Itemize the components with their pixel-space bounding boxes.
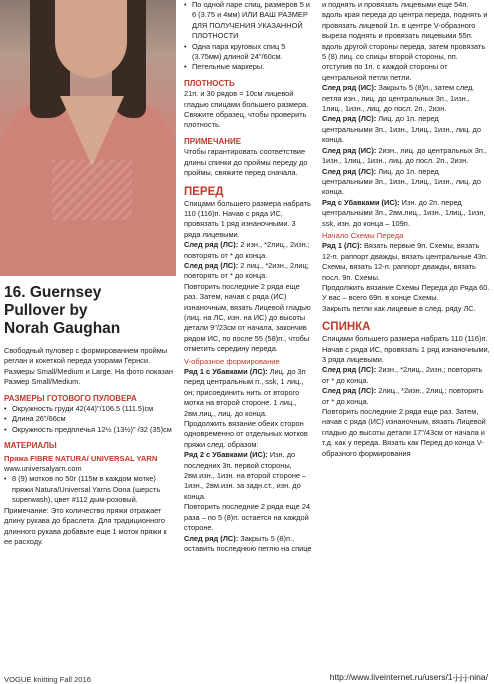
tool-item: • Петельные маркеры. — [184, 62, 314, 72]
v-row: Ряд 1 с Убавками (ЛС): Лиц. до 3п перед центральным п., ssk, 1 лиц., он; присоединить нить от второго мотка на второй стороне. 1 лиц., 2вм.лиц., лиц. до конца. — [184, 367, 306, 418]
back-body: Повторить последние 2 ряда еще раз. Затем, начав с ряда (ИС) изнаночным, вязать Лицевой гладью до высоты детали 17"/43см от начала и т.д. как у переда. Вязать как Перед до конца V-образного формирования — [322, 407, 486, 458]
tool-item: • По одной паре спиц, размеров 5 и 6 (3.75 и 4мм) ИЛИ ВАШ РАЗМЕР ДЛЯ ПОЛУЧЕНИЯ УКАЗАННОЙ ПЛОТНОСТИ — [184, 0, 314, 42]
gauge-heading: ПЛОТНОСТЬ — [184, 78, 235, 88]
chart-body: Закрыть петли как лицевые в след. ряду ЛС. — [322, 303, 476, 313]
front-heading: ПЕРЕД — [184, 185, 224, 198]
row: Ряд 1 (ЛС): Вязать первые 9п. Схемы, вязать 12-п. раппорт дважды, вязать центральные 43п. Схемы, вязать 12-п. раппорт дважды, вязать посл. 9п. Схемы. — [322, 241, 488, 282]
v-row: Ряд 2 с Убавками (ИС): Изн. до последних 3п. первой стороны, 2вм.изн., 1изн. на второй стороне – 1изн., 2вм.изн. за задн.ст., изн. до конца. — [184, 450, 307, 501]
front-row: След ряд (ЛС): 2 изн., *2лиц., 2изн.; повторять от * до конца. — [184, 240, 310, 260]
row: След ряд (ИС): 2изн., лиц. до центральных 3п., 1изн., 1лиц., 1изн., лиц. до посл. 2п., 2изн. — [322, 145, 487, 166]
size-item: • Длина 26"/66см — [4, 414, 174, 424]
size-item: • Окружность груди 42(44)"/106.5 (111.5)см — [4, 404, 174, 414]
chart-heading: Начало Схемы Переда — [322, 230, 404, 240]
chart-body: Продолжить вязание Схемы Переда до Ряда 60. У вас – всего 69п. в конце Схемы. — [322, 282, 490, 303]
front-row: След ряд (ЛС): 2 лиц., *2изн., 2лиц; повторять от * до конца. — [184, 260, 309, 281]
materials-note: Примечание: Это количество пряжи отражает длину рукава до браслета. Для традиционного длинного рукава добавьте еще 1 моток пряжи к ее расходу. — [4, 505, 167, 546]
neck-text: и поднять и провязать лицевыми еще 54п. вдоль края переда до центра переда, поднять и провязать лицевой 1п. в центре V-образного выреза поднять и провязать лицевыми 55п. вдоль другой стороны переда, затем провязать 5 (8) лиц. со спицы второй стороны, пп. отступив по 1п. с каждой стороны от центральной петли петли. — [322, 0, 488, 82]
row: След ряд (ЛС): 2лиц., *2изн., 2лиц.; повторять от * до конца. — [322, 386, 484, 406]
row: След ряд (ИС): Закрыть 5 (8)п., затем след. петля изн., лиц. до центральных 3п., 1изн., 1лиц., 1изн., лиц. до посл. 2п., 2изн. — [322, 83, 475, 114]
front-intro: Спицами большего размера набрать 110 (116)п. Начав с ряда ИС, провязать 1 ряд изнаночными. 3 ряда лицевыми. — [184, 198, 311, 239]
material-item: • 8 (9) мотков по 50г (115м в каждом мотке) пряжи Natura/Universal Yarns Dona (шерсть superwash), цвет #112 дым-розовый. — [4, 474, 174, 505]
row: След ряд (ЛС): Лиц. до 1п. перед центральными 3п., 1изн., 1лиц., 1изн., лиц. до конца. — [322, 166, 481, 197]
size-item: • Окружность предплечья 12½ (13½)" /32 (35)см — [4, 425, 174, 435]
watermark-url: http://www.liveinternet.ru/users/1-j-j-j-nina/ — [329, 672, 488, 682]
pattern-title: 16. Guernsey Pullover by Norah Gaughan — [4, 284, 121, 337]
v-body: Повторить последние 2 ряда еще 24 раза – по 5 (8)п. остается на каждой стороне. — [184, 502, 311, 533]
magazine-footer: VOGUE knitting Fall 2016 — [4, 675, 91, 684]
tool-item: • Одна пара круговых спиц 5 (3.75мм) длиной 24"/60см. — [184, 42, 314, 63]
pattern-intro-column — [4, 284, 174, 547]
row: Ряд с Убавками (ИС): Изн. до 2п. перед центральными 3п., 2вм.лиц., 1изн., 1лиц., 1изн, ssk, изн. до конца – 109п. — [322, 197, 486, 228]
intro-text: Свободный пуловер с формированием проймы реглан и кокеткой переда узорами Гернси. Размеры Small/Medium и Large. На фото показан Размер Small/Medium. — [4, 346, 173, 387]
model-photo — [0, 0, 176, 276]
back-intro: Спицами большего размера набрать 110 (116)п. Начав с ряда ИС, провязать 1 ряд изнаночными, 3 ряда лицевыми. — [322, 334, 490, 364]
note-heading: ПРИМЕЧАНИЕ — [184, 136, 242, 146]
materials-heading: МАТЕРИАЛЫ — [4, 441, 57, 451]
v-body: Продолжить вязание обеих сторон одновременно от отдельных мотков пряжи след. образом: — [184, 419, 308, 449]
instructions-column-2 — [184, 0, 314, 554]
v-heading: V-образное формирование — [184, 356, 280, 366]
gauge-text: 21п. и 30 рядов = 10см лицевой гладью спицами большего размера. Свяжите образец, чтобы проверить плотность. — [184, 89, 309, 130]
row: След ряд (ЛС): Лиц. до 1п. перед центральными 3п., 1изн., 1лиц., 1изн., лиц. до конца. — [322, 114, 481, 145]
front-body: Повторить последние 2 ряда еще раз. Затем, начав с ряда (ИС) изнаночным, вязать Лицевой гладью (лиц. на ЛС, изн. на ИС) до высоты детали 9"/23см от начала, закончив рядом ИС, по после 55 (58)п., чтобы отметить середину переда. — [184, 281, 311, 354]
row: След ряд (ЛС): 2изн., *2лиц., 2изн.; повторять от * до конца. — [322, 365, 483, 385]
instructions-column-3 — [322, 0, 490, 459]
yarn-heading: Пряжа FIBRE NATURA/ UNIVERSAL YARN — [4, 453, 158, 463]
v-row: След ряд (ЛС): Закрыть 5 (8)п., оставить последнюю петлю на спице — [184, 533, 312, 553]
note-text: Чтобы гарантировать соответствие длины спинки до проймы переду до проймы, свяжите перед сначала. — [184, 147, 308, 178]
yarn-url[interactable]: www.universalyarn.com — [4, 464, 82, 474]
back-heading: СПИНКА — [322, 321, 371, 334]
sizes-heading: РАЗМЕРЫ ГОТОВОГО ПУЛОВЕРА — [4, 393, 137, 403]
